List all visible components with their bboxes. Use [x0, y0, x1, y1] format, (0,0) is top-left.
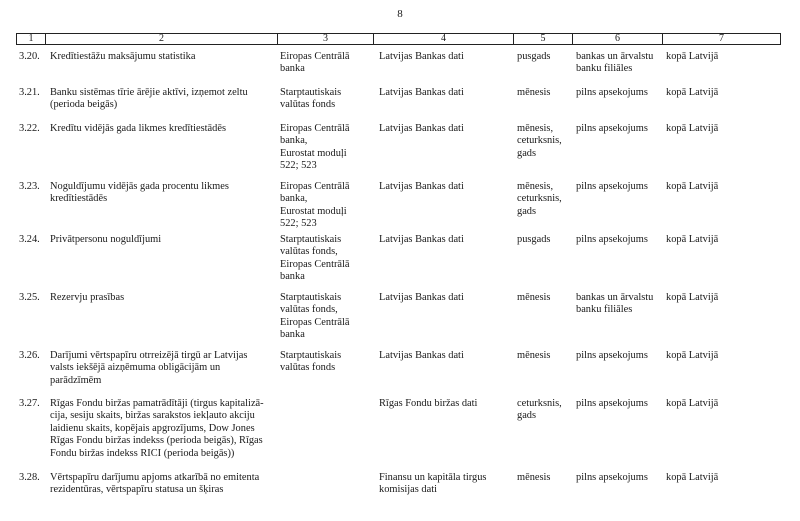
region-cell: kopā Latvijā [666, 87, 719, 98]
periodicity-cell [517, 398, 562, 423]
methodology-source-cell [280, 181, 350, 231]
indicator-name-line: Vērtspapīru darījumu apjoms atkarībā no emitenta [50, 472, 260, 483]
methodology-source-line: banka [280, 271, 305, 283]
periodicity-line: ceturksnis, [517, 193, 562, 205]
data-source-cell [379, 350, 464, 362]
indicator-name-cell [50, 472, 259, 497]
methodology-source-line: banka, [280, 135, 308, 147]
periodicity-cell [517, 472, 550, 484]
data-source-cell [379, 398, 477, 410]
coverage-cell [576, 472, 648, 484]
indicator-name-line: Rezervju prasības [50, 292, 125, 303]
coverage-line: bankas un ārvalstu [576, 51, 654, 62]
coverage-cell [576, 350, 648, 362]
data-source-line: komisijas dati [379, 484, 438, 496]
data-source-cell [379, 292, 464, 304]
periodicity-line: mēnesis [517, 350, 551, 361]
methodology-source-cell [280, 234, 350, 284]
data-source-line: Latvijas Bankas dati [379, 51, 464, 62]
periodicity-cell [517, 234, 550, 246]
region-cell: kopā Latvijā [666, 350, 719, 361]
methodology-source-line: valūtas fonds, [280, 304, 338, 316]
coverage-cell [576, 234, 648, 246]
indicator-name-line: Noguldījumu vidējās gada procentu likmes [50, 181, 229, 192]
methodology-source-line: Eiropas Centrālā [280, 51, 350, 62]
indicator-name-line: cija, sesiju skaits, biržas sarakstos iekļauto akciju [50, 410, 255, 422]
methodology-source-line: Eiropas Centrālā [280, 316, 350, 328]
periodicity-cell [517, 51, 550, 63]
coverage-cell [576, 51, 653, 76]
indicator-name-line: Fondu biržas indekss RICI (perioda beigās)) [50, 447, 235, 459]
header-col-3: 3 [278, 34, 374, 44]
data-source-line: Latvijas Bankas dati [379, 350, 464, 361]
data-source-line: Latvijas Bankas dati [379, 123, 464, 134]
indicator-name-line: rezidentūras, vērtspapīru statusa un šķiras [50, 484, 224, 496]
periodicity-line: mēnesis [517, 292, 551, 303]
data-source-line: Latvijas Bankas dati [379, 234, 464, 245]
periodicity-line: gads [517, 205, 537, 217]
row-number-cell: 3.23. [19, 181, 40, 192]
periodicity-line: mēnesis, [517, 123, 554, 134]
periodicity-cell [517, 350, 550, 362]
row-number-cell: 3.22. [19, 123, 40, 134]
methodology-source-line: valūtas fonds [280, 362, 336, 374]
coverage-line: pilns apsekojums [576, 181, 648, 192]
coverage-line: banku filiāles [576, 304, 633, 316]
methodology-source-cell [280, 350, 341, 375]
periodicity-line: gads [517, 147, 537, 159]
data-source-line: Latvijas Bankas dati [379, 181, 464, 192]
indicator-name-cell [50, 123, 226, 135]
row-number-cell: 3.24. [19, 234, 40, 245]
methodology-source-line: Eurostat moduļi [280, 147, 347, 159]
region-cell: kopā Latvijā [666, 472, 719, 483]
region-cell: kopā Latvijā [666, 398, 719, 409]
region-cell: kopā Latvijā [666, 123, 719, 134]
coverage-line: pilns apsekojums [576, 123, 648, 134]
header-col-7: 7 [719, 33, 724, 44]
header-col-5: 5 [514, 34, 573, 44]
row-number-cell: 3.21. [19, 87, 40, 98]
data-source-cell [379, 123, 464, 135]
coverage-line: pilns apsekojums [576, 472, 648, 483]
coverage-line: pilns apsekojums [576, 234, 648, 245]
region-cell: kopā Latvijā [666, 51, 719, 62]
methodology-source-line: Starptautiskais [280, 350, 342, 361]
methodology-source-line: banka [280, 329, 305, 341]
indicator-name-cell [50, 51, 195, 63]
methodology-source-line: valūtas fonds, [280, 246, 338, 258]
header-col-1: 1 [17, 34, 46, 44]
periodicity-line: ceturksnis, [517, 398, 562, 409]
coverage-cell [576, 123, 648, 135]
periodicity-line: gads [517, 410, 537, 422]
indicator-name-line: Privātpersonu noguldījumi [50, 234, 162, 245]
coverage-cell [576, 292, 653, 317]
periodicity-line: ceturksnis, [517, 135, 562, 147]
indicator-name-line: valsts iekšējā aizņēmuma obligācijām un [50, 362, 221, 374]
data-source-cell [379, 472, 486, 497]
indicator-name-line: Banku sistēmas tīrie ārējie aktīvi, izņemot zeltu [50, 87, 248, 98]
indicator-name-cell [50, 181, 229, 206]
methodology-source-line: banka [280, 63, 305, 75]
periodicity-cell [517, 292, 550, 304]
methodology-source-line: 522; 523 [280, 218, 317, 230]
methodology-source-line: Eiropas Centrālā [280, 258, 350, 270]
region-cell: kopā Latvijā [666, 181, 719, 192]
region-cell: kopā Latvijā [666, 234, 719, 245]
periodicity-line: mēnesis, [517, 181, 554, 192]
data-source-cell [379, 234, 464, 246]
methodology-source-line: Eiropas Centrālā [280, 123, 350, 134]
row-number-cell: 3.26. [19, 350, 40, 361]
methodology-source-line: Eurostat moduļi [280, 205, 347, 217]
periodicity-line: mēnesis [517, 87, 551, 98]
indicator-name-line: Kredītiestāžu maksājumu statistika [50, 51, 196, 62]
data-source-cell [379, 87, 464, 99]
indicator-name-line: Darījumi vērtspapīru otrreizējā tirgū ar Latvijas [50, 350, 248, 361]
indicator-name-line: kredītiestādēs [50, 193, 108, 205]
periodicity-cell [517, 87, 550, 99]
methodology-source-cell [280, 123, 350, 173]
periodicity-cell [517, 123, 562, 160]
methodology-source-line: 522; 523 [280, 160, 317, 172]
indicator-name-line: Kredītu vidējās gada likmes kredītiestādēs [50, 123, 227, 134]
row-number-cell: 3.27. [19, 398, 40, 409]
table-header-row [16, 33, 781, 45]
periodicity-line: pusgads [517, 51, 551, 62]
data-source-line: Latvijas Bankas dati [379, 87, 464, 98]
indicator-name-line: parādzīmēm [50, 374, 102, 386]
coverage-line: pilns apsekojums [576, 398, 648, 409]
data-source-cell [379, 51, 464, 63]
indicator-name-line: Rīgas Fondu biržas pamatrādītāji (tirgus kapitalizā- [50, 398, 264, 409]
data-source-cell [379, 181, 464, 193]
methodology-source-line: Starptautiskais [280, 292, 342, 303]
indicator-name-cell [50, 234, 161, 246]
methodology-source-line: Starptautiskais [280, 234, 342, 245]
coverage-line: bankas un ārvalstu [576, 292, 654, 303]
methodology-source-line: banka, [280, 193, 308, 205]
header-col-6: 6 [573, 34, 663, 44]
coverage-cell [576, 87, 648, 99]
region-cell: kopā Latvijā [666, 292, 719, 303]
coverage-cell [576, 181, 648, 193]
periodicity-line: pusgads [517, 234, 551, 245]
coverage-line: banku filiāles [576, 63, 633, 75]
indicator-name-line: (perioda beigās) [50, 99, 118, 111]
indicator-name-cell [50, 398, 264, 460]
row-number-cell: 3.28. [19, 472, 40, 483]
methodology-source-line: Starptautiskais [280, 87, 342, 98]
indicator-name-cell [50, 292, 124, 304]
indicator-name-cell [50, 87, 248, 112]
coverage-cell [576, 398, 648, 410]
periodicity-cell [517, 181, 562, 218]
methodology-source-line: valūtas fonds [280, 99, 336, 111]
methodology-source-cell [280, 87, 341, 112]
header-col-2: 2 [46, 34, 278, 44]
coverage-line: pilns apsekojums [576, 87, 648, 98]
periodicity-line: mēnesis [517, 472, 551, 483]
row-number-cell: 3.25. [19, 292, 40, 303]
indicator-name-line: Rīgas Fondu biržas indekss (perioda beigās), Rīgas [50, 435, 263, 447]
data-source-line: Finansu un kapitāla tirgus [379, 472, 487, 483]
indicator-name-line: laidienu skaits, kopējais apgrozījums, Dow Jones [50, 422, 255, 434]
methodology-source-line: Eiropas Centrālā [280, 181, 350, 192]
methodology-source-cell [280, 51, 350, 76]
indicator-name-cell [50, 350, 247, 387]
page-number: 8 [397, 8, 403, 20]
methodology-source-cell [280, 292, 350, 342]
coverage-line: pilns apsekojums [576, 350, 648, 361]
header-col-4: 4 [374, 34, 514, 44]
row-number-cell: 3.20. [19, 51, 40, 62]
data-source-line: Latvijas Bankas dati [379, 292, 464, 303]
data-source-line: Rīgas Fondu biržas dati [379, 398, 478, 409]
